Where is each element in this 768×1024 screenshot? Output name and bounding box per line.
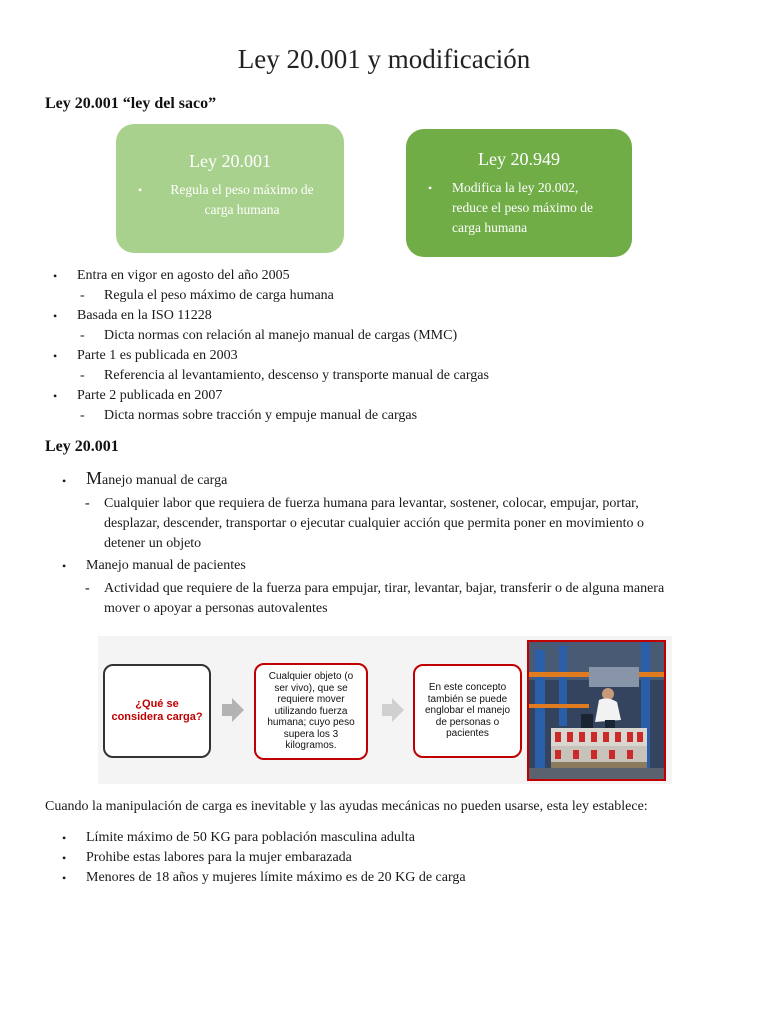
page-title: Ley 20.001 y modificación xyxy=(237,44,531,74)
bullet-icon: • xyxy=(428,181,433,195)
intro-paragraph: Cuando la manipulación de carga es inevitable y las ayudas mecánicas no pueden usarse, esta ley establece: xyxy=(45,799,648,814)
dash-marker: - xyxy=(80,328,85,343)
flow-box-extension: En este concepto también se puede englobar el manejo de personas o pacientes xyxy=(413,664,522,758)
dash-marker: - xyxy=(80,408,85,423)
definitions-list: • Manejo manual de carga - Cualquier labor que requiera de fuerza humana para levantar, sostener, colocar, empujar, portar, desplazar, descender, transportar o ejecutar cualquier acción que permita poner en movimiento o detener un objeto • Manejo manual de pacientes - Actividad que requiere de la fuerza para empujar, tirar, levantar, bajar, transferir o de alguna manera mover o apoyar a personas autovalentes xyxy=(62,468,665,616)
bullet-icon: • xyxy=(62,831,67,845)
card-ley-20949 xyxy=(406,129,632,257)
bullet-icon: • xyxy=(53,309,58,323)
card-bullet-text: Modifica la ley 20.002, reduce el peso máximo de carga humana xyxy=(452,180,593,235)
section-heading-ley-20001: Ley 20.001 xyxy=(45,438,119,455)
arrow-right-icon xyxy=(220,698,244,722)
bullet-icon: • xyxy=(53,389,58,403)
flow-box-question: ¿Qué se considera carga? xyxy=(103,664,211,758)
dash-marker: - xyxy=(80,368,85,383)
section-heading-ley-del-saco: Ley 20.001 “ley del saco” xyxy=(45,95,217,112)
dash-marker: - xyxy=(80,288,85,303)
bullet-icon: • xyxy=(62,559,67,573)
bullet-icon: • xyxy=(53,269,58,283)
carga-flow-diagram xyxy=(98,636,672,784)
bullet-icon: • xyxy=(138,183,143,197)
drop-initial: M xyxy=(86,468,103,488)
bullet-icon: • xyxy=(53,349,58,363)
bullet-icon: • xyxy=(62,851,67,865)
bullet-icon: • xyxy=(62,871,67,885)
flow-box-definition: Cualquier objeto (o ser vivo), que se requiere mover utilizando fuerza humana; cuyo peso supera los 3 kilogramos. xyxy=(254,663,368,760)
limits-list: • Límite máximo de 50 KG para población masculina adulta • Prohibe estas labores para la mujer embarazada • Menores de 18 años y mujeres límite máximo es de 20 KG de carga xyxy=(0,828,768,890)
card-title: Ley 20.001 xyxy=(189,151,271,171)
card-title: Ley 20.949 xyxy=(478,149,560,169)
card-bullet-text: Regula el peso máximo de carga humana xyxy=(170,182,314,217)
worker-lifting-photo xyxy=(527,640,666,781)
dash-marker: - xyxy=(85,496,90,511)
warehouse-worker-illustration xyxy=(529,642,664,779)
card-ley-20001 xyxy=(116,124,344,253)
ley-20001-details-list: • Entra en vigor en agosto del año 2005 - Regula el peso máximo de carga humana • Basada en la ISO 11228 - Dicta normas con relación al manejo manual de cargas (MMC) • Parte 1 es publicada en 2003 - Referencia al levantamiento, descenso y transporte manual de cargas • Parte 2 publicada en 2007 - Dicta normas sobre tracción y empuje manual de cargas xyxy=(0,266,768,428)
dash-marker: - xyxy=(85,581,90,596)
bullet-icon: • xyxy=(62,474,67,488)
arrow-right-icon xyxy=(380,698,404,722)
